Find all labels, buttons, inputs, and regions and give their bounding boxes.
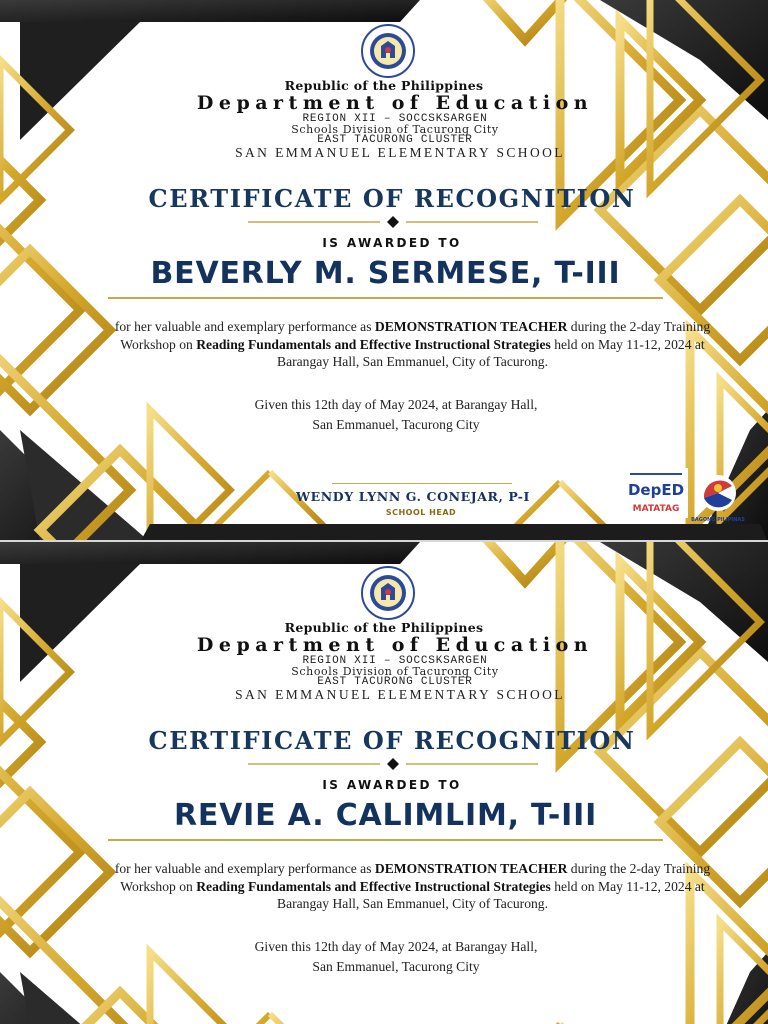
republic-text: Republic of the Philippines [284, 78, 484, 93]
signatory-role: SCHOOL HEAD [385, 508, 457, 517]
body-details: held on May 11-12, 2024 at Barangay Hall, San Emmanuel, City of Tacurong. [277, 878, 705, 911]
given-line-2: San Emmanuel, Tacurong City [312, 958, 480, 974]
given-line-1: Given this 12th day of May 2024, at Barangay Hall, [254, 939, 538, 954]
signatory-name: WENDY LYNN G. CONEJAR, P-I [295, 489, 530, 504]
given-line-2: San Emmanuel, Tacurong City [312, 416, 480, 432]
department-text: Department of Education [196, 92, 594, 114]
given-text [0, 937, 768, 976]
certificate-body [110, 860, 715, 913]
certificate-2 [0, 542, 768, 1024]
body-intro: for her valuable and exemplary performance as [114, 861, 375, 876]
recipient-name: BEVERLY M. SERMESE, T-III [150, 256, 621, 291]
body-workshop: Reading Fundamentals and Effective Instructional Strategies [196, 336, 551, 352]
name-underline [108, 297, 663, 299]
given-line-1: Given this 12th day of May 2024, at Barangay Hall, [254, 397, 538, 412]
deped-matatag-bagong-pilipinas-logos [624, 468, 746, 526]
deped-seal-icon [361, 566, 415, 620]
name-underline [108, 839, 663, 841]
deped-logo-text: DepED [627, 481, 685, 499]
awarded-to-label: IS AWARDED TO [322, 778, 462, 792]
republic-text: Republic of the Philippines [284, 620, 484, 635]
certificate-title: CERTIFICATE OF RECOGNITION [148, 184, 636, 213]
cluster-text: EAST TACURONG CLUSTER [317, 676, 473, 688]
recipient-name: REVIE A. CALIMLIM, T-III [173, 798, 598, 833]
department-text: Department of Education [196, 634, 594, 656]
matatag-logo-text: MATATAG [632, 504, 680, 514]
body-middle: during the 2-day Training Workshop on [120, 861, 711, 894]
school-name: SAN EMMANUEL ELEMENTARY SCHOOL [235, 687, 565, 702]
certificate-title: CERTIFICATE OF RECOGNITION [148, 726, 636, 755]
bagong-pilipinas-logo-text: BAGONG PILIPINAS [691, 517, 745, 523]
signature-line [332, 483, 512, 484]
body-role: DEMONSTRATION TEACHER [374, 319, 568, 334]
body-role: DEMONSTRATION TEACHER [374, 861, 568, 876]
body-workshop: Reading Fundamentals and Effective Instructional Strategies [196, 878, 551, 894]
body-middle: during the 2-day Training Workshop on [120, 319, 711, 352]
title-divider [248, 757, 538, 771]
awarded-to-label: IS AWARDED TO [322, 236, 462, 250]
certificate-body [110, 318, 715, 371]
division-text: Schools Division of Tacurong City [291, 665, 499, 678]
deped-seal-icon [361, 24, 415, 78]
region-text: REGION XII – SOCCSKSARGEN [302, 655, 488, 667]
given-text [0, 395, 768, 434]
region-text: REGION XII – SOCCSKSARGEN [302, 113, 488, 125]
division-text: Schools Division of Tacurong City [291, 123, 499, 136]
title-divider [248, 215, 538, 229]
school-name: SAN EMMANUEL ELEMENTARY SCHOOL [235, 145, 565, 160]
body-intro: for her valuable and exemplary performance as [114, 319, 375, 334]
cluster-text: EAST TACURONG CLUSTER [317, 134, 473, 146]
body-details: held on May 11-12, 2024 at Barangay Hall, San Emmanuel, City of Tacurong. [277, 336, 705, 369]
